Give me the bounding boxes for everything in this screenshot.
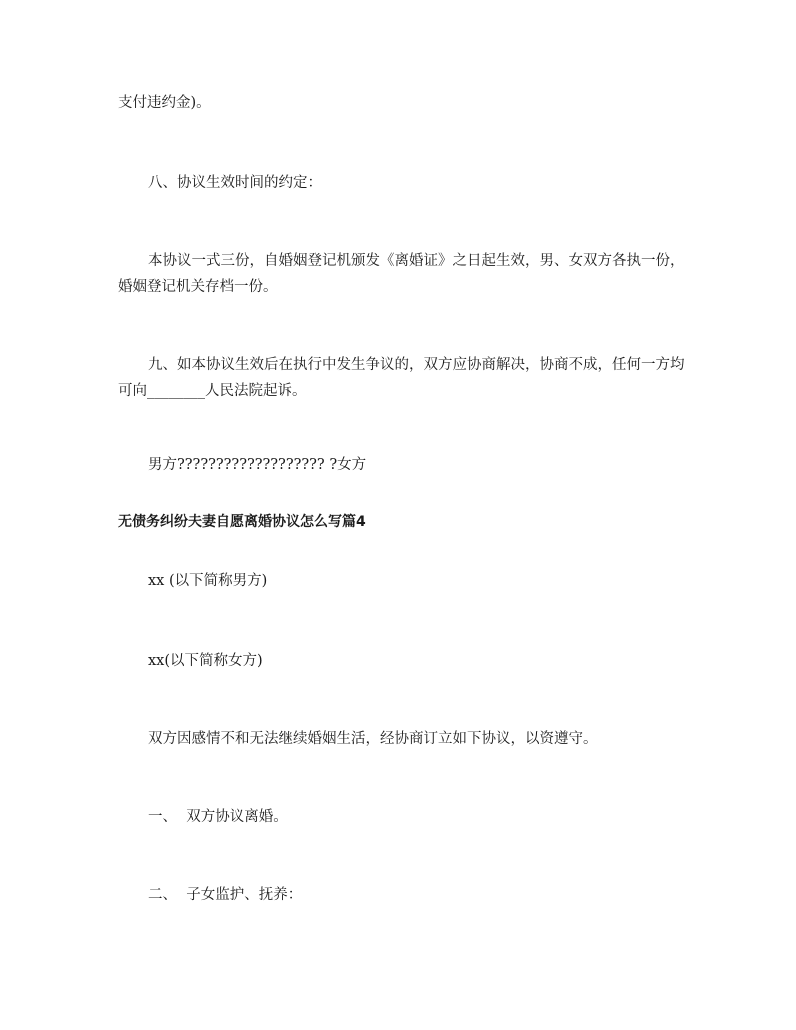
clause-eight-heading: 八、协议生效时间的约定：: [148, 175, 322, 191]
clause-eight-body: 本协议一式三份，自婚姻登记机颁发《离婚证》之日起生效，男、女双方各执一份，婚姻登记机关存档一份。: [118, 253, 685, 295]
preamble: 双方因感情不和无法继续婚姻生活，经协商订立如下协议，以资遵守。: [148, 731, 598, 747]
clause-one: 一、 双方协议离婚。: [148, 809, 288, 825]
clause-two-heading: 二、 子女监护、抚养：: [148, 887, 303, 903]
paragraph-penalty-end: 支付违约金)。: [118, 95, 211, 111]
party-male: xx (以下简称男方): [148, 573, 268, 589]
clause-nine-body: 九、如本协议生效后在执行中发生争议的，双方应协商解决，协商不成，任何一方均可向________人民法院起诉。: [118, 357, 685, 399]
signature-line: 男方??????????????????? ?女方: [148, 457, 367, 473]
section-heading: 无债务纠纷夫妻自愿离婚协议怎么写篇4: [118, 514, 366, 530]
party-female: xx(以下简称女方): [148, 653, 263, 669]
